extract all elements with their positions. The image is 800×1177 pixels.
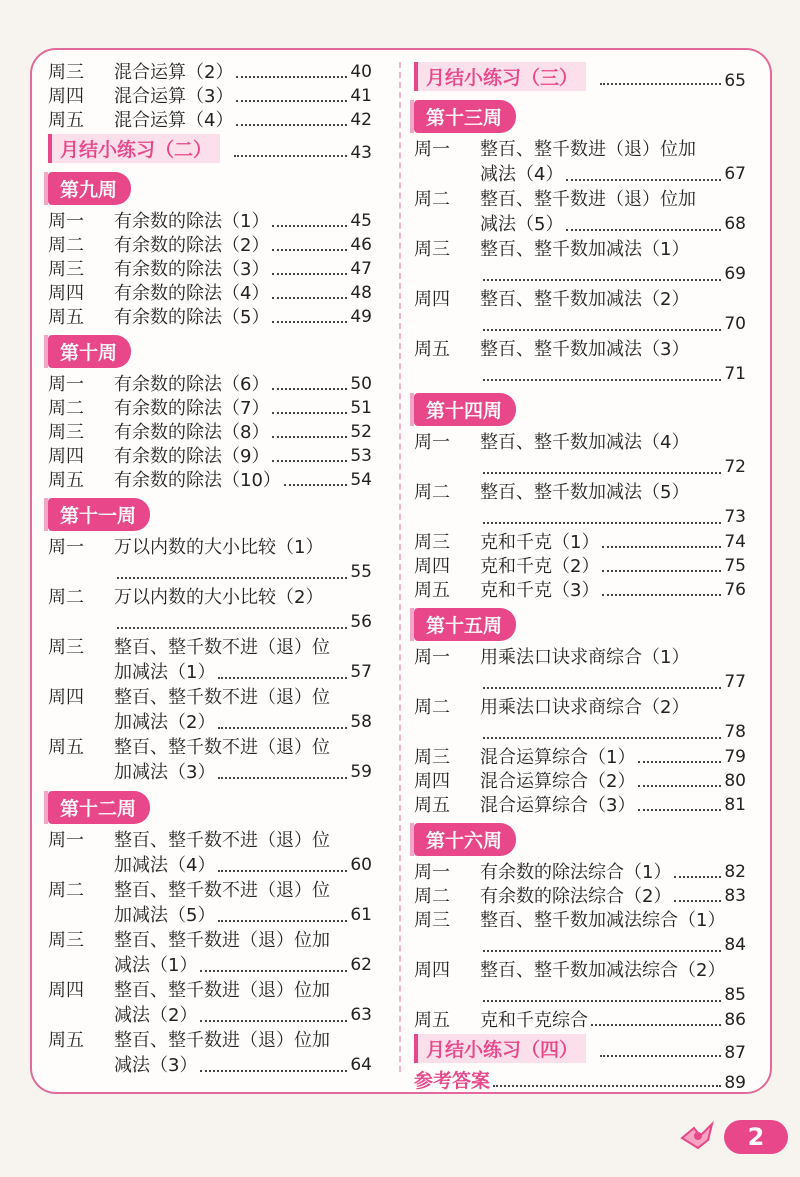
leader-dots (638, 785, 721, 787)
entry-title-cont: 加减法（1） (114, 662, 216, 683)
toc-entry (414, 645, 746, 695)
leader-dots (483, 737, 721, 739)
entry-day: 周四 (48, 283, 84, 304)
toc-entry (414, 769, 746, 793)
entry-day: 周四 (48, 86, 84, 107)
entry-page: 54 (350, 470, 372, 490)
entry-page: 78 (724, 722, 746, 742)
entry-day: 周二 (414, 886, 450, 907)
entry-day: 周四 (414, 771, 450, 792)
toc-entry (414, 554, 746, 578)
entry-day: 周二 (48, 235, 84, 256)
entry-title: 有余数的除法（8） (114, 422, 270, 443)
leader-dots (234, 155, 347, 157)
toc-entry (48, 257, 372, 281)
toc-entry (414, 884, 746, 908)
page-number-badge: 2 (724, 1120, 788, 1154)
entry-page: 47 (350, 259, 372, 279)
entry-page: 41 (350, 86, 372, 106)
entry-title-cont: 加减法（3） (114, 762, 216, 783)
leader-dots (272, 321, 347, 323)
entry-day: 周四 (48, 446, 84, 467)
toc-entry (48, 928, 372, 978)
entry-title: 有余数的除法（5） (114, 307, 270, 328)
toc-entry (414, 908, 746, 958)
entry-page: 83 (724, 886, 746, 906)
entry-title: 整百、整千数加减法（5） (480, 482, 690, 503)
leader-dots (638, 761, 721, 763)
entry-day: 周一 (414, 139, 450, 160)
entry-page: 40 (350, 62, 372, 82)
entry-day: 周五 (414, 580, 450, 601)
leader-dots (566, 179, 721, 181)
leader-dots (200, 1020, 347, 1022)
toc-entry (414, 187, 746, 237)
entry-page: 89 (724, 1073, 746, 1093)
toc-entry (414, 480, 746, 530)
answers-label: 参考答案 (414, 1070, 491, 1092)
entry-day: 周四 (414, 960, 450, 981)
entry-page: 59 (350, 762, 372, 782)
toc-entry (414, 793, 746, 817)
entry-page: 45 (350, 211, 372, 231)
leader-dots (272, 412, 347, 414)
entry-day: 周二 (414, 189, 450, 210)
entry-day: 周四 (414, 289, 450, 310)
monthly-practice-entry (414, 63, 746, 91)
entry-page: 76 (724, 580, 746, 600)
toc-entry (48, 978, 372, 1028)
entry-day: 周三 (414, 532, 450, 553)
monthly-practice-label: 月结小练习（三） (414, 62, 586, 91)
toc-entry (48, 396, 372, 420)
entry-day: 周一 (48, 537, 84, 558)
entry-page: 74 (724, 532, 746, 552)
entry-day: 周三 (48, 637, 84, 658)
toc-entry (48, 209, 372, 233)
entry-title: 整百、整千数不进（退）位 (114, 737, 330, 758)
toc-entry (48, 735, 372, 785)
entry-title-cont: 减法（4） (480, 164, 564, 185)
entry-title: 有余数的除法（6） (114, 374, 270, 395)
entry-page: 71 (724, 364, 746, 384)
entry-day: 周一 (48, 374, 84, 395)
entry-day: 周四 (414, 556, 450, 577)
toc-entry (414, 745, 746, 769)
entry-title: 混合运算综合（1） (480, 747, 636, 768)
toc-entry (414, 287, 746, 337)
toc-entry (48, 281, 372, 305)
toc-entry (414, 430, 746, 480)
leader-dots (483, 950, 721, 952)
entry-title: 整百、整千数加减法（2） (480, 289, 690, 310)
monthly-practice-entry (48, 135, 372, 163)
entry-page: 62 (350, 955, 372, 975)
entry-day: 周五 (414, 1010, 450, 1031)
entry-title: 整百、整千数加减法（3） (480, 339, 690, 360)
toc-entry (48, 828, 372, 878)
entry-page: 77 (724, 672, 746, 692)
entry-title: 有余数的除法（7） (114, 398, 270, 419)
toc-entry (48, 305, 372, 329)
entry-title: 混合运算（3） (114, 86, 234, 107)
entry-title: 混合运算综合（2） (480, 771, 636, 792)
leader-dots (674, 900, 721, 902)
leader-dots (200, 1070, 347, 1072)
leader-dots (236, 100, 347, 102)
entry-title: 克和千克（3） (480, 580, 600, 601)
leader-dots (483, 687, 721, 689)
toc-entry (414, 137, 746, 187)
entry-title: 有余数的除法（2） (114, 235, 270, 256)
answers-entry (414, 1067, 746, 1093)
entry-title: 整百、整千数进（退）位加 (114, 1030, 330, 1051)
leader-dots (272, 388, 347, 390)
toc-entry (414, 530, 746, 554)
entry-title: 有余数的除法综合（2） (480, 886, 672, 907)
entry-title: 万以内数的大小比较（2） (114, 587, 324, 608)
week-heading: 第十三周 (414, 100, 516, 133)
leader-dots (483, 472, 721, 474)
toc-entry (48, 635, 372, 685)
entry-page: 42 (350, 110, 372, 130)
entry-page: 69 (724, 264, 746, 284)
entry-title: 整百、整千数不进（退）位 (114, 687, 330, 708)
entry-title: 克和千克（1） (480, 532, 600, 553)
toc-entry (414, 1008, 746, 1032)
toc-entry (48, 108, 372, 132)
entry-day: 周三 (48, 422, 84, 443)
leader-dots (483, 329, 721, 331)
toc-right-column (414, 60, 746, 1093)
entry-day: 周五 (48, 470, 84, 491)
entry-page: 56 (350, 612, 372, 632)
entry-page: 57 (350, 662, 372, 682)
entry-page: 84 (724, 935, 746, 955)
toc-entry (48, 372, 372, 396)
entry-title: 整百、整千数加减法（1） (480, 239, 690, 260)
monthly-practice-label: 月结小练习（四） (414, 1034, 586, 1063)
leader-dots (236, 124, 347, 126)
leader-dots (602, 570, 721, 572)
week-heading: 第十六周 (414, 823, 516, 856)
week-heading: 第十五周 (414, 608, 516, 641)
toc-entry (48, 60, 372, 84)
leader-dots (236, 76, 347, 78)
entry-day: 周四 (48, 980, 84, 1001)
entry-page: 43 (350, 143, 372, 163)
leader-dots (272, 225, 347, 227)
entry-day: 周二 (414, 697, 450, 718)
entry-day: 周二 (48, 398, 84, 419)
entry-page: 50 (350, 374, 372, 394)
entry-title: 有余数的除法（10） (114, 470, 281, 491)
entry-page: 68 (724, 214, 746, 234)
entry-title: 整百、整千数进（退）位加 (114, 930, 330, 951)
entry-day: 周三 (48, 62, 84, 83)
entry-page: 61 (350, 905, 372, 925)
leader-dots (483, 1000, 721, 1002)
entry-title-cont: 减法（3） (114, 1055, 198, 1076)
leader-dots (272, 297, 347, 299)
entry-day: 周二 (414, 482, 450, 503)
entry-title: 用乘法口诀求商综合（2） (480, 697, 690, 718)
entry-title: 整百、整千数不进（退）位 (114, 637, 330, 658)
entry-page: 65 (724, 71, 746, 91)
entry-day: 周五 (414, 339, 450, 360)
week-heading: 第十四周 (414, 393, 516, 426)
entry-title: 整百、整千数不进（退）位 (114, 880, 330, 901)
entry-title: 整百、整千数加减法综合（1） (480, 910, 726, 931)
toc-entry (414, 578, 746, 602)
entry-day: 周一 (414, 647, 450, 668)
entry-day: 周一 (414, 862, 450, 883)
entry-title: 有余数的除法综合（1） (480, 862, 672, 883)
entry-title: 有余数的除法（4） (114, 283, 270, 304)
entry-page: 75 (724, 556, 746, 576)
entry-title: 整百、整千数加减法（4） (480, 432, 690, 453)
leader-dots (483, 522, 721, 524)
entry-title-cont: 加减法（2） (114, 712, 216, 733)
entry-page: 63 (350, 1005, 372, 1025)
entry-page: 82 (724, 862, 746, 882)
entry-page: 49 (350, 307, 372, 327)
leader-dots (272, 436, 347, 438)
entry-page: 73 (724, 507, 746, 527)
entry-title-cont: 加减法（4） (114, 855, 216, 876)
week-heading: 第十周 (48, 335, 131, 368)
leader-dots (218, 677, 347, 679)
entry-day: 周一 (48, 211, 84, 232)
entry-title: 整百、整千数加减法综合（2） (480, 960, 726, 981)
entry-title-cont: 减法（2） (114, 1005, 198, 1026)
week-heading: 第九周 (48, 172, 131, 205)
toc-left-column (48, 60, 372, 1078)
entry-title: 混合运算（2） (114, 62, 234, 83)
monthly-practice-label: 月结小练习（二） (48, 134, 220, 163)
leader-dots (218, 777, 347, 779)
toc-entry (414, 958, 746, 1008)
week-heading: 第十二周 (48, 791, 150, 824)
entry-title: 克和千克（2） (480, 556, 600, 577)
column-divider (399, 62, 401, 1072)
toc-entry (48, 84, 372, 108)
entry-day: 周四 (48, 687, 84, 708)
entry-title: 有余数的除法（3） (114, 259, 270, 280)
leader-dots (272, 460, 347, 462)
leader-dots (600, 1055, 721, 1057)
leader-dots (602, 546, 721, 548)
entry-title: 整百、整千数进（退）位加 (480, 139, 696, 160)
leader-dots (218, 920, 347, 922)
toc-entry (48, 535, 372, 585)
entry-page: 51 (350, 398, 372, 418)
entry-page: 53 (350, 446, 372, 466)
entry-page: 58 (350, 712, 372, 732)
entry-day: 周五 (48, 307, 84, 328)
leader-dots (483, 279, 721, 281)
toc-entry (414, 237, 746, 287)
entry-page: 46 (350, 235, 372, 255)
entry-page: 52 (350, 422, 372, 442)
entry-day: 周三 (414, 239, 450, 260)
toc-entry (414, 860, 746, 884)
leader-dots (600, 83, 721, 85)
entry-day: 周三 (48, 930, 84, 951)
entry-title: 混合运算（4） (114, 110, 234, 131)
entry-page: 64 (350, 1055, 372, 1075)
leader-dots (117, 577, 347, 579)
entry-day: 周五 (48, 110, 84, 131)
leader-dots (674, 876, 721, 878)
toc-entry (48, 585, 372, 635)
toc-entry (48, 233, 372, 257)
entry-day: 周五 (48, 737, 84, 758)
entry-title: 万以内数的大小比较（1） (114, 537, 324, 558)
toc-entry (48, 878, 372, 928)
entry-page: 67 (724, 164, 746, 184)
toc-entry (48, 468, 372, 492)
week-heading: 第十一周 (48, 498, 150, 531)
leader-dots (493, 1085, 721, 1087)
leader-dots (638, 809, 721, 811)
entry-title: 克和千克综合 (480, 1010, 588, 1031)
entry-page: 48 (350, 283, 372, 303)
toc-entry (414, 695, 746, 745)
leader-dots (218, 727, 347, 729)
leader-dots (272, 273, 347, 275)
entry-title-cont: 减法（5） (480, 214, 564, 235)
entry-title: 混合运算综合（3） (480, 795, 636, 816)
entry-title-cont: 加减法（5） (114, 905, 216, 926)
leader-dots (566, 229, 721, 231)
entry-day: 周三 (414, 747, 450, 768)
leader-dots (483, 379, 721, 381)
ribbon-icon (678, 1118, 718, 1154)
leader-dots (591, 1024, 721, 1026)
leader-dots (602, 594, 721, 596)
entry-day: 周五 (48, 1030, 84, 1051)
entry-page: 80 (724, 771, 746, 791)
entry-title: 整百、整千数进（退）位加 (480, 189, 696, 210)
leader-dots (117, 627, 347, 629)
entry-page: 81 (724, 795, 746, 815)
entry-day: 周二 (48, 587, 84, 608)
entry-page: 70 (724, 314, 746, 334)
entry-title: 有余数的除法（9） (114, 446, 270, 467)
monthly-practice-entry (414, 1035, 746, 1063)
leader-dots (218, 870, 347, 872)
entry-title: 用乘法口诀求商综合（1） (480, 647, 690, 668)
entry-page: 55 (350, 562, 372, 582)
entry-day: 周三 (414, 910, 450, 931)
entry-title: 有余数的除法（1） (114, 211, 270, 232)
leader-dots (200, 970, 347, 972)
entry-title: 整百、整千数进（退）位加 (114, 980, 330, 1001)
entry-day: 周一 (414, 432, 450, 453)
entry-day: 周五 (414, 795, 450, 816)
entry-page: 85 (724, 985, 746, 1005)
toc-entry (48, 444, 372, 468)
toc-entry (48, 1028, 372, 1078)
entry-title: 整百、整千数不进（退）位 (114, 830, 330, 851)
leader-dots (272, 249, 347, 251)
entry-page: 79 (724, 747, 746, 767)
toc-entry (414, 337, 746, 387)
leader-dots (284, 484, 347, 486)
entry-page: 87 (724, 1043, 746, 1063)
entry-page: 60 (350, 855, 372, 875)
entry-day: 周三 (48, 259, 84, 280)
entry-day: 周二 (48, 880, 84, 901)
entry-page: 72 (724, 457, 746, 477)
toc-entry (48, 420, 372, 444)
toc-entry (48, 685, 372, 735)
entry-page: 86 (724, 1010, 746, 1030)
entry-day: 周一 (48, 830, 84, 851)
entry-title-cont: 减法（1） (114, 955, 198, 976)
